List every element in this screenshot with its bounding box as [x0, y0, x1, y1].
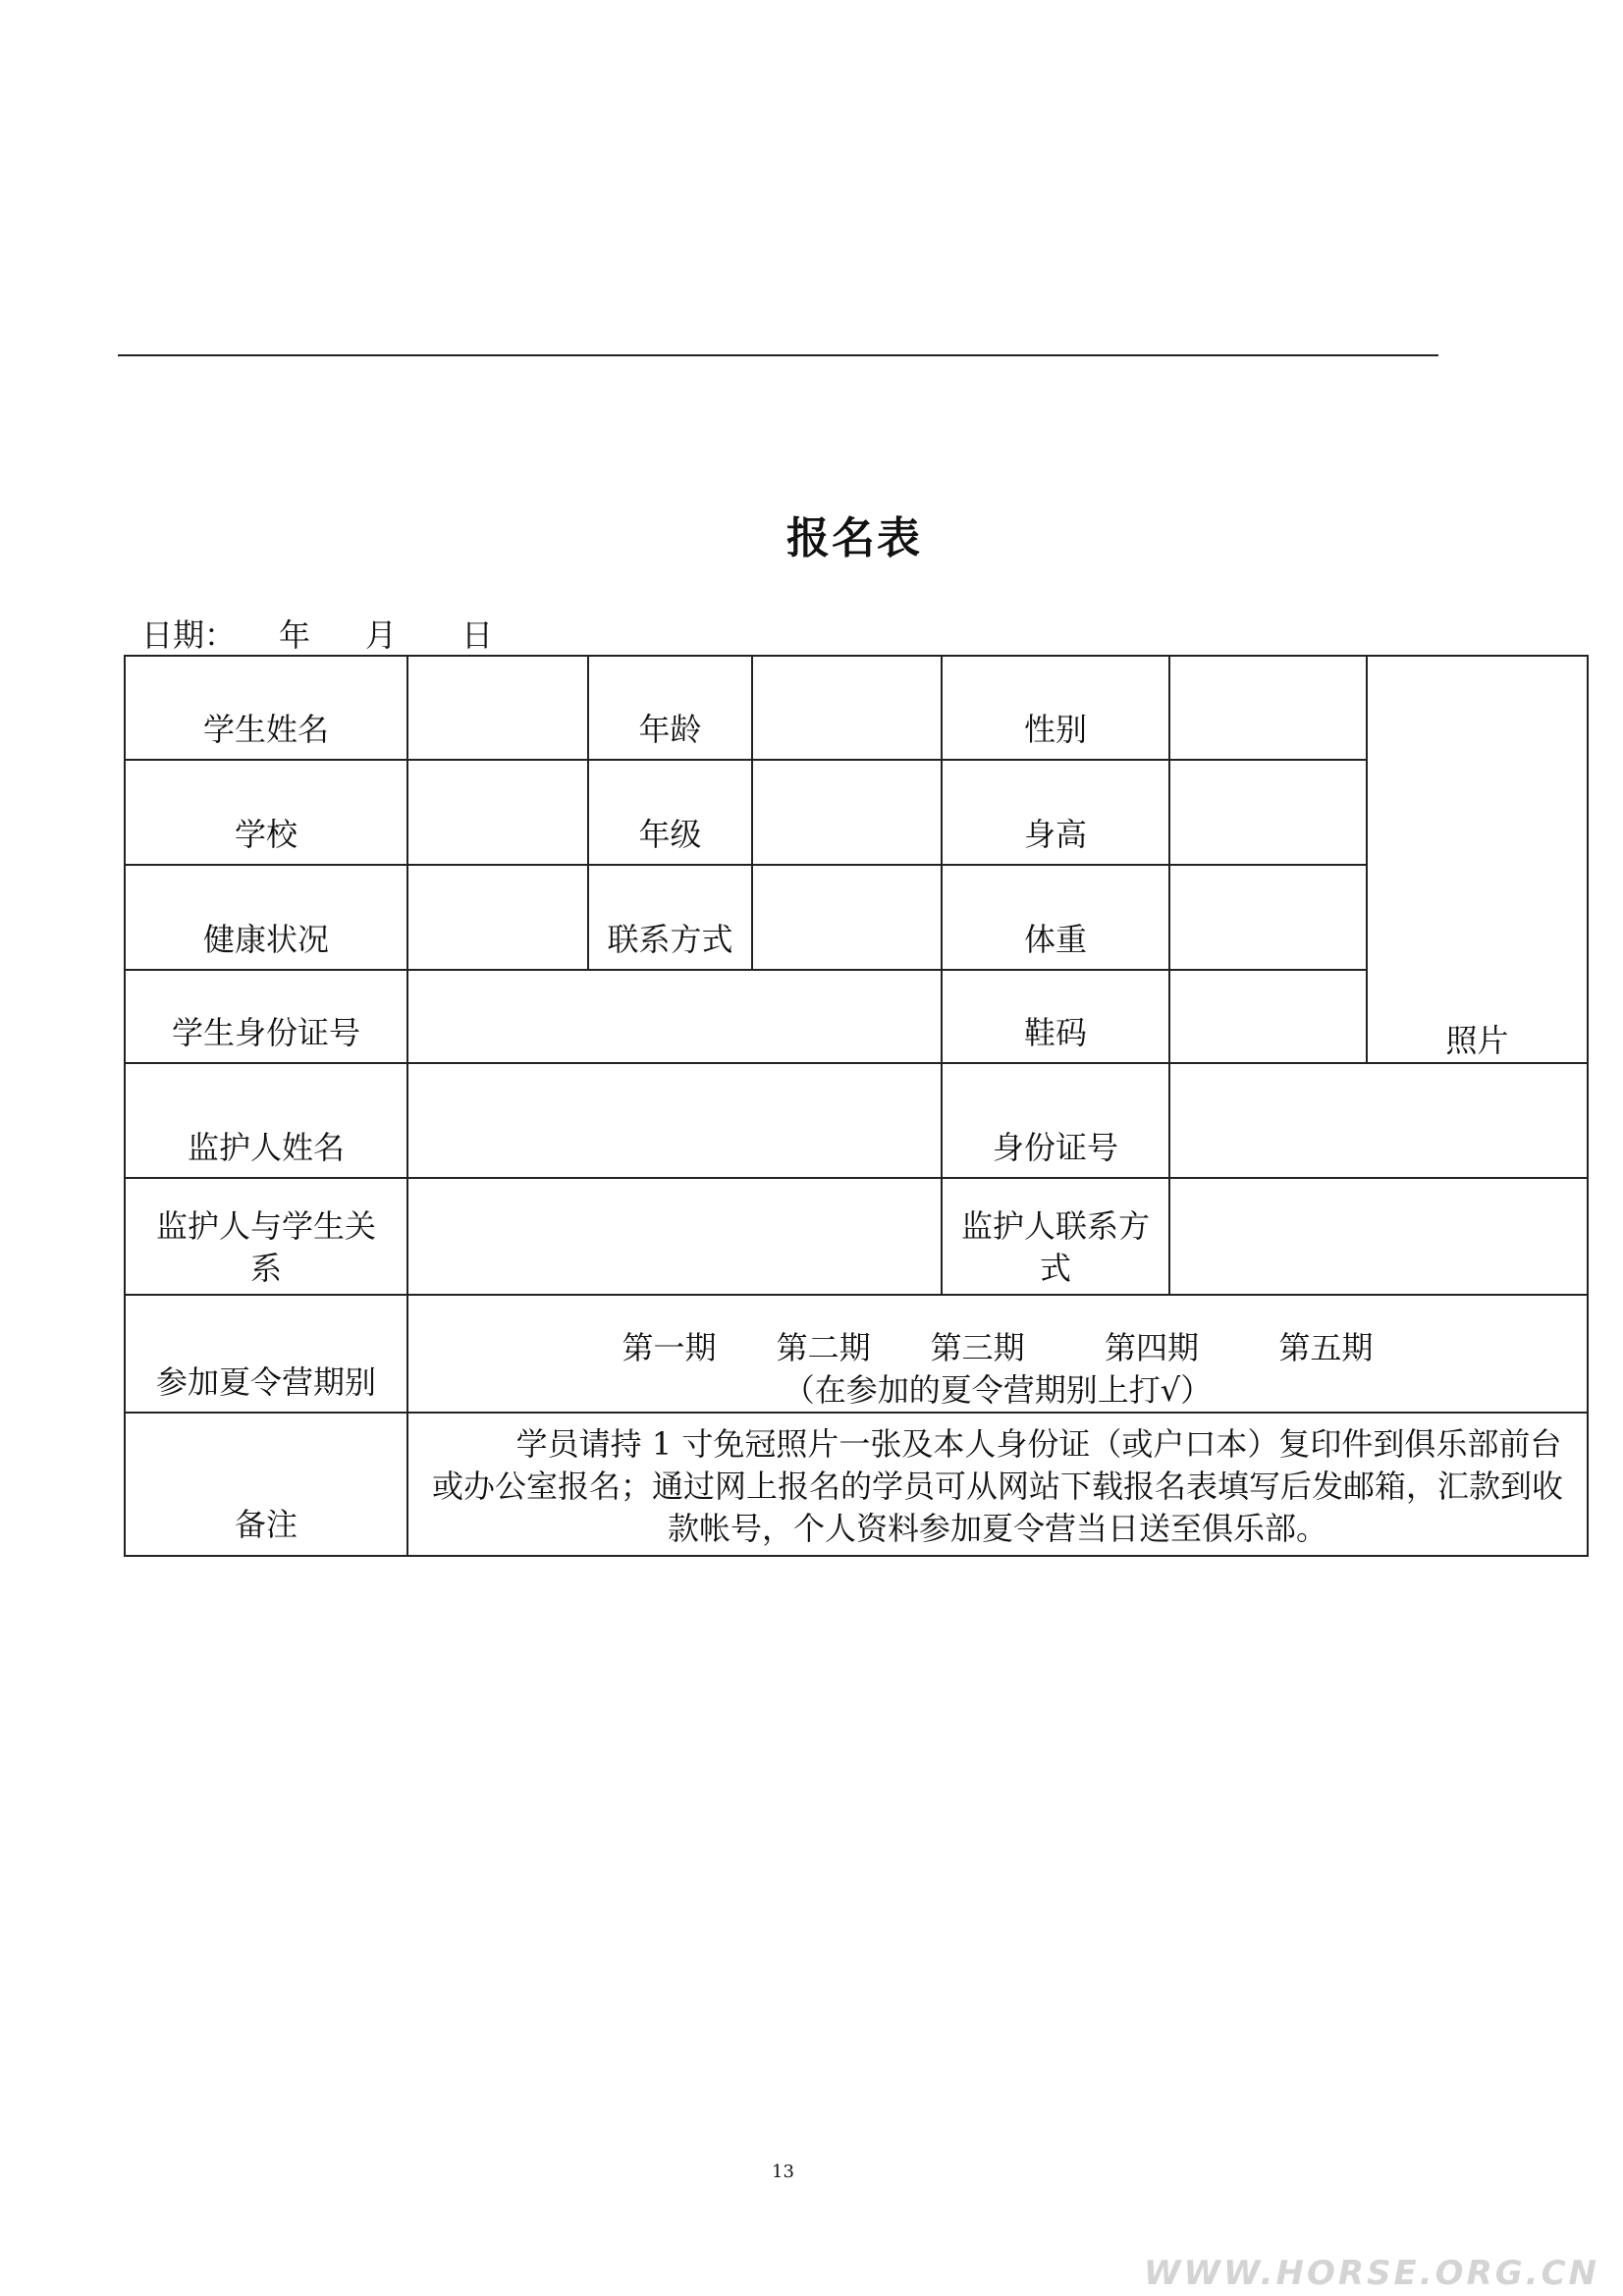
- page-title: 报名表: [786, 513, 922, 563]
- date-line: [141, 611, 493, 656]
- contact-label: 联系方式: [588, 865, 752, 970]
- period-option-3[interactable]: 第三期: [930, 1328, 1025, 1366]
- relation-label-line2: 系: [249, 1249, 282, 1287]
- guardian-name-field[interactable]: [407, 1063, 942, 1178]
- relation-field[interactable]: [407, 1178, 942, 1295]
- gender-label: 性别: [942, 656, 1169, 760]
- date-day: 日: [461, 616, 494, 654]
- weight-field[interactable]: [1169, 865, 1367, 970]
- date-month: 月: [365, 616, 398, 654]
- shoe-size-label: 鞋码: [942, 970, 1169, 1063]
- shoe-size-field[interactable]: [1169, 970, 1367, 1063]
- guardian-contact-label-line2: 式: [1039, 1249, 1071, 1287]
- guardian-contact-field[interactable]: [1169, 1178, 1588, 1295]
- period-list: [408, 1327, 1587, 1369]
- header-rule: [118, 354, 1438, 356]
- period-option-4[interactable]: 第四期: [1105, 1328, 1200, 1366]
- period-hint: （在参加的夏令营期别上打√）: [783, 1370, 1213, 1409]
- contact-field[interactable]: [752, 865, 942, 970]
- photo-box[interactable]: 照片: [1367, 656, 1588, 1063]
- camp-period-label: 参加夏令营期别: [125, 1295, 407, 1413]
- guardian-contact-label-line1: 监护人联系方: [960, 1206, 1150, 1245]
- weight-label: 体重: [942, 865, 1169, 970]
- relation-label: [125, 1178, 407, 1295]
- remarks-label: 备注: [125, 1413, 407, 1556]
- gender-field[interactable]: [1169, 656, 1367, 760]
- relation-label-line1: 监护人与学生关: [155, 1206, 376, 1245]
- health-label: 健康状况: [125, 865, 407, 970]
- age-field[interactable]: [752, 656, 942, 760]
- date-label: 日期：: [141, 616, 237, 654]
- student-id-label: 学生身份证号: [125, 970, 407, 1063]
- student-id-field[interactable]: [407, 970, 942, 1063]
- grade-field[interactable]: [752, 760, 942, 865]
- school-field[interactable]: [407, 760, 588, 865]
- age-label: 年龄: [588, 656, 752, 760]
- registration-form: [124, 655, 1589, 1557]
- guardian-name-label: 监护人姓名: [125, 1063, 407, 1178]
- remarks-text: 学员请持 1 寸免冠照片一张及本人身份证（或户口本）复印件到俱乐部前台或办公室报名；通过网上报名的学员可从网站下载报名表填写后发邮箱，汇款到收款帐号，个人资料参加夏令营当日送至俱乐部。: [407, 1413, 1588, 1556]
- site-watermark: WWW.HORSE.ORG.CN: [1144, 2254, 1599, 2293]
- period-option-5[interactable]: 第五期: [1278, 1328, 1374, 1366]
- guardian-contact-label: [942, 1178, 1169, 1295]
- period-option-1[interactable]: 第一期: [622, 1328, 717, 1366]
- health-field[interactable]: [407, 865, 588, 970]
- height-field[interactable]: [1169, 760, 1367, 865]
- height-label: 身高: [942, 760, 1169, 865]
- date-year: 年: [279, 616, 311, 654]
- period-option-2[interactable]: 第二期: [776, 1328, 871, 1366]
- id-number-label: 身份证号: [942, 1063, 1169, 1178]
- id-number-field[interactable]: [1169, 1063, 1588, 1178]
- student-name-field[interactable]: [407, 656, 588, 760]
- page-number: 13: [772, 2162, 794, 2182]
- school-label: 学校: [125, 760, 407, 865]
- grade-label: 年级: [588, 760, 752, 865]
- camp-period-options: [407, 1295, 1588, 1413]
- student-name-label: 学生姓名: [125, 656, 407, 760]
